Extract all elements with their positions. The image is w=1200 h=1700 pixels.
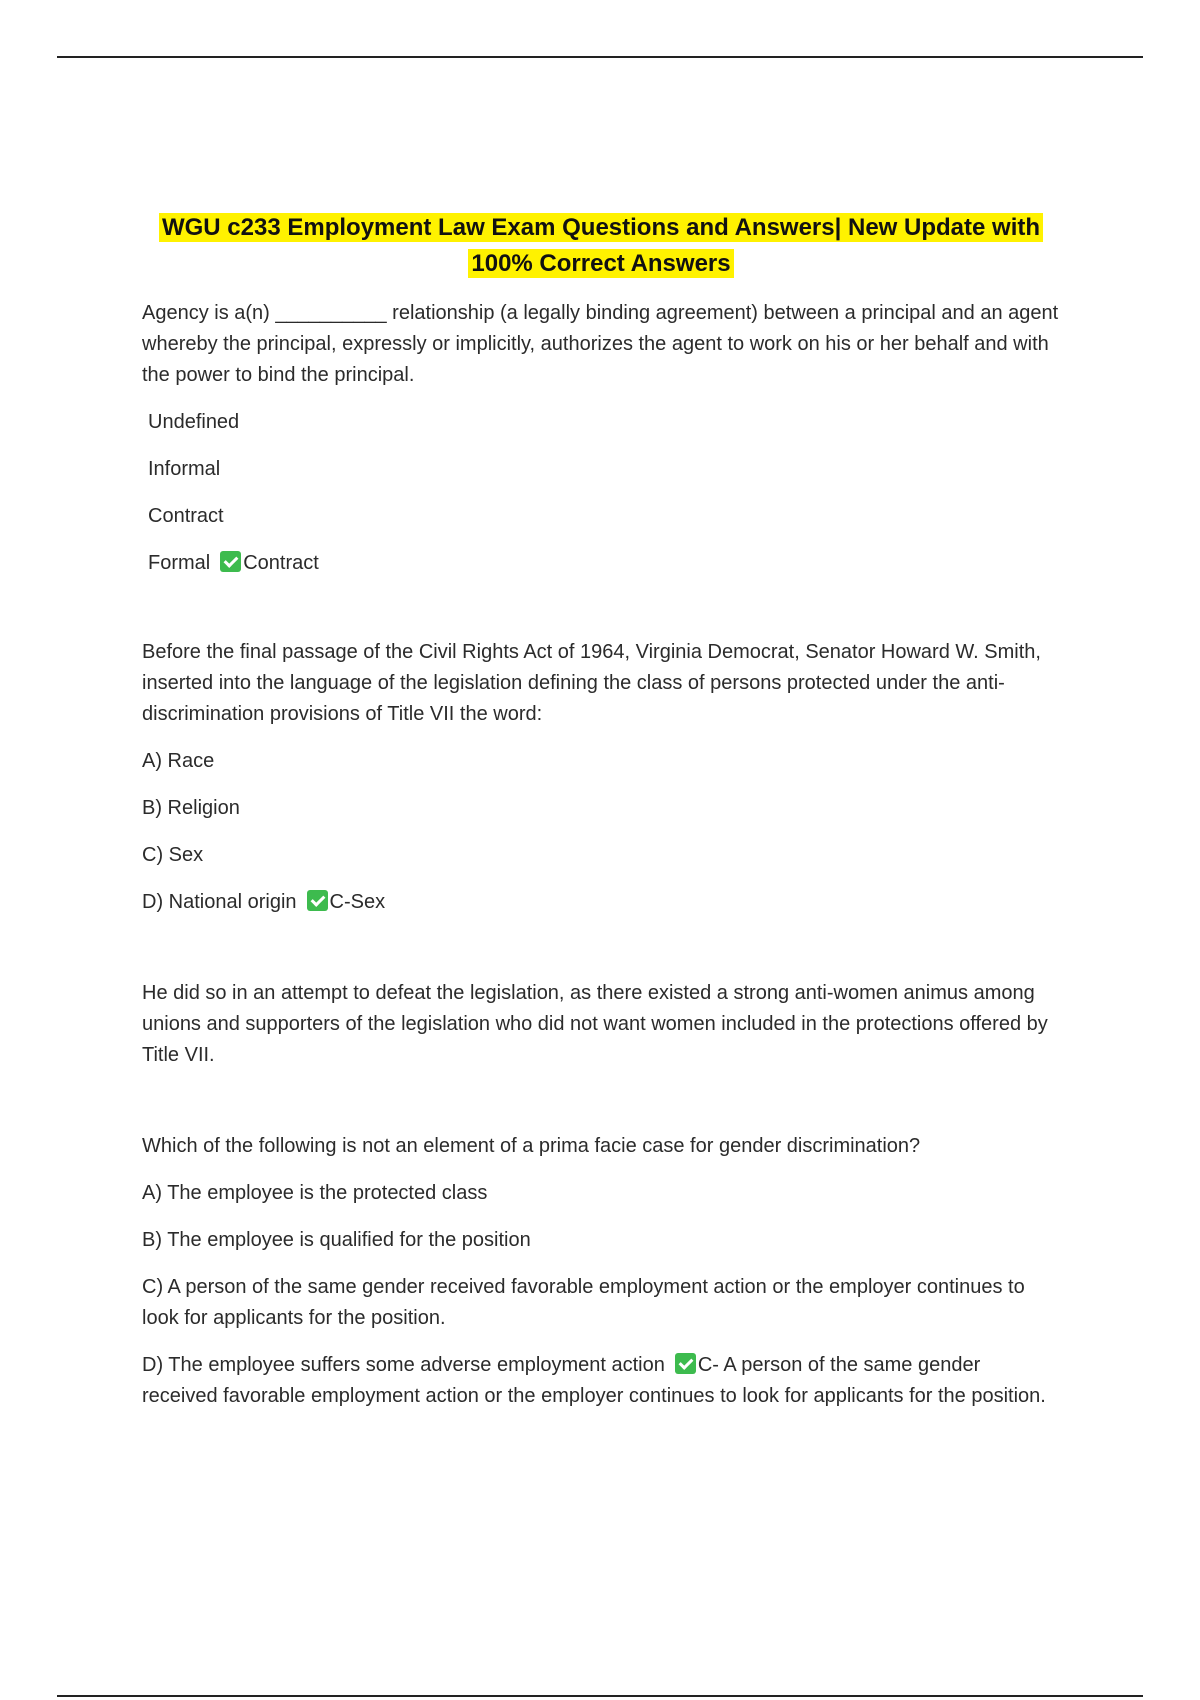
question-2-answer: C-Sex: [329, 891, 386, 913]
question-1-option-a: Undefined: [148, 411, 240, 433]
title-line-2: 100% Correct Answers: [468, 249, 733, 278]
top-rule: [57, 56, 1143, 58]
check-icon: [307, 890, 328, 911]
question-2-option-d: D) National origin: [142, 891, 297, 913]
question-1-option-c: Contract: [148, 505, 224, 527]
spacer: [142, 1071, 1060, 1131]
document-title: [142, 210, 1060, 282]
bottom-rule: [57, 1695, 1143, 1697]
check-icon: [675, 1353, 696, 1374]
question-1-option-d-with-answer: [142, 548, 1060, 579]
question-3-option-a: A) The employee is the protected class: [142, 1182, 488, 1204]
question-3-option-b: B) The employee is qualified for the position: [142, 1229, 531, 1251]
question-2-option-a: A) Race: [142, 750, 215, 772]
title-line-1: WGU c233 Employment Law Exam Questions and Answers| New Update with: [159, 213, 1043, 242]
question-3-answer: C- A person of the same gender received favorable employment action or the employer continues to look for applicants for the position.: [142, 1354, 1046, 1407]
question-2-prompt: Before the final passage of the Civil Rights Act of 1964, Virginia Democrat, Senator Howard W. Smith, inserted into the language of the legislation defining the class of persons protected under the anti-discrimination provisions of Title VII the word:: [142, 641, 1041, 725]
question-3-option-c: C) A person of the same gender received favorable employment action or the employer continues to look for applicants for the position.: [142, 1276, 1025, 1329]
question-3-option-d-with-answer: [142, 1350, 1060, 1412]
spacer: [142, 579, 1060, 637]
explanation-paragraph: He did so in an attempt to defeat the legislation, as there existed a strong anti-women animus among unions and supporters of the legislation who did not want women included in the protections offered by Title VII.: [142, 982, 1048, 1066]
question-1-answer: Contract: [243, 552, 319, 574]
question-2-option-b: B) Religion: [142, 797, 240, 819]
question-1-prompt: Agency is a(n) __________ relationship (a legally binding agreement) between a principal and an agent whereby the principal, expressly or implicitly, authorizes the agent to work on his or her behalf and with the power to bind the principal.: [142, 302, 1059, 386]
question-1-option-d: Formal: [148, 552, 211, 574]
spacer: [142, 918, 1060, 978]
question-1-option-b: Informal: [148, 458, 221, 480]
question-2-option-d-with-answer: [142, 887, 1060, 918]
document-page: [142, 210, 1060, 1412]
question-2-option-c: C) Sex: [142, 844, 204, 866]
check-icon: [220, 551, 241, 572]
question-3-option-d: D) The employee suffers some adverse employment action: [142, 1354, 665, 1376]
question-3-prompt: Which of the following is not an element of a prima facie case for gender discrimination?: [142, 1135, 921, 1157]
